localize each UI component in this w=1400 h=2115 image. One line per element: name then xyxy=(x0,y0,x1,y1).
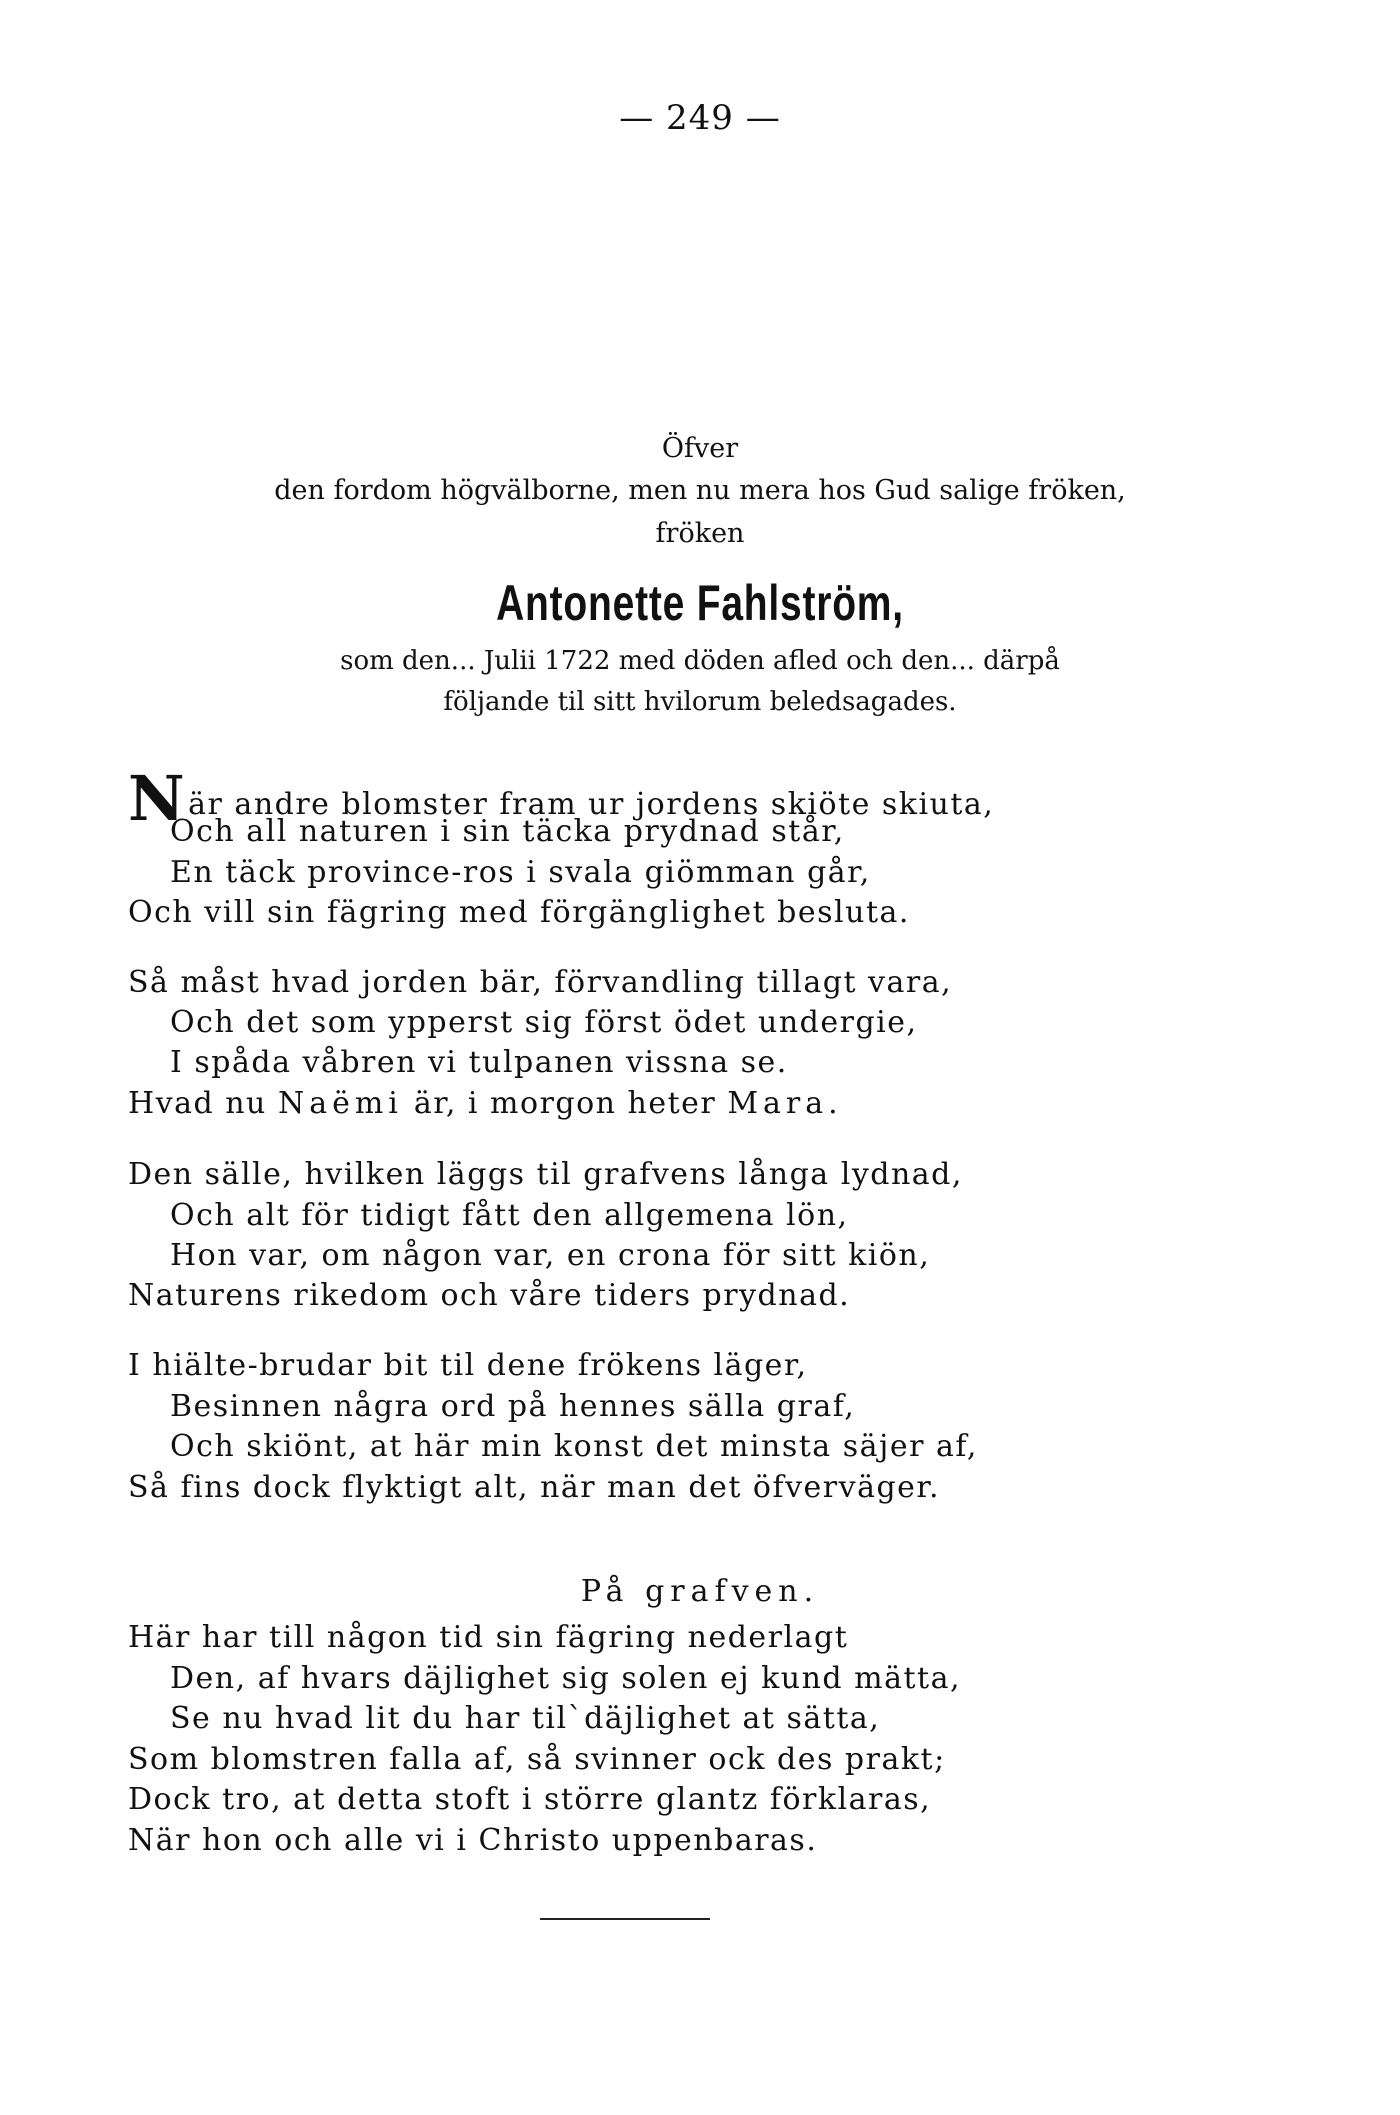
stanza-1-line-4: Och vill sin fägring med förgänglighet besluta. xyxy=(128,895,910,930)
stanza-1-line-2: Och all naturen i sin täcka prydnad står, xyxy=(170,814,845,849)
page-number: — 249 — xyxy=(619,98,781,138)
epitaph-line-4: Som blomstren falla af, så svinner ock des prakt; xyxy=(128,1742,946,1777)
name-mara: Mara. xyxy=(727,1086,843,1121)
epitaph-line-2: Den, af hvars däjlighet sig solen ej kund mätta, xyxy=(170,1661,962,1696)
epitaph-line-3: Se nu hvad lit du har til`däjlighet at sätta, xyxy=(170,1701,881,1736)
end-rule xyxy=(540,1918,710,1920)
stanza-3-line-3: Hon var, om någon var, en crona för sitt kiön, xyxy=(170,1238,931,1273)
stanza-2-line-2: Och det som ypperst sig först ödet undergie, xyxy=(170,1005,918,1040)
epitaph-line-1: Här har till någon tid sin fägring nederlagt xyxy=(128,1620,849,1655)
epitaph-line-6: När hon och alle vi i Christo uppenbaras. xyxy=(128,1823,818,1858)
stanza-4-line-2: Besinnen några ord på hennes sälla graf, xyxy=(170,1389,856,1424)
stanza-1-line-3: En täck province-ros i svala giömman går, xyxy=(170,855,871,890)
epitaph-line-5: Dock tro, at detta stoft i större glantz förklaras, xyxy=(128,1782,932,1817)
heading-ofver: Öfver xyxy=(661,433,739,464)
stanza-3-line-4: Naturens rikedom och våre tiders prydnad. xyxy=(128,1278,851,1313)
stanza-4-line-4: Så fins dock flyktigt alt, när man det öfverväger. xyxy=(128,1470,940,1505)
stanza-3-line-2: Och alt för tidigt fått den allgemena lön, xyxy=(170,1198,849,1233)
name-naemi: Naëmi xyxy=(277,1086,403,1121)
dedication-line-2: följande til sitt hvilorum beledsagades. xyxy=(443,687,957,717)
heading-name: Antonette Fahlström, xyxy=(496,575,904,631)
heading-dedicatee-line: den fordom högvälborne, men nu mera hos Gud salige fröken, xyxy=(274,475,1126,506)
stanza-4-line-3: Och skiönt, at här min konst det minsta säjer af, xyxy=(170,1429,978,1464)
stanza-2-line-1: Så måst hvad jorden bär, förvandling tillagt vara, xyxy=(128,965,953,1000)
stanza-4-line-1: I hiälte-brudar bit til dene frökens läger, xyxy=(128,1348,808,1383)
stanza-2-line-4-a: Hvad nu xyxy=(128,1086,267,1121)
stanza-3-line-1: Den sälle, hvilken läggs til grafvens långa lydnad, xyxy=(128,1157,963,1192)
stanza-2-line-4-b: är, i morgon heter xyxy=(413,1086,717,1121)
stanza-2-line-4 xyxy=(128,1086,843,1121)
subheading: På grafven. xyxy=(580,1574,820,1609)
stanza-2-line-3: I spåda våbren vi tulpanen vissna se. xyxy=(170,1045,788,1080)
stanza-1-line-1-text: är andre blomster fram ur jordens skiöte skiuta, xyxy=(188,787,995,822)
heading-froken: fröken xyxy=(655,518,745,549)
drop-cap: N xyxy=(128,762,187,835)
dedication-line-1: som den... Julii 1722 med döden afled och den... därpå xyxy=(340,646,1060,676)
